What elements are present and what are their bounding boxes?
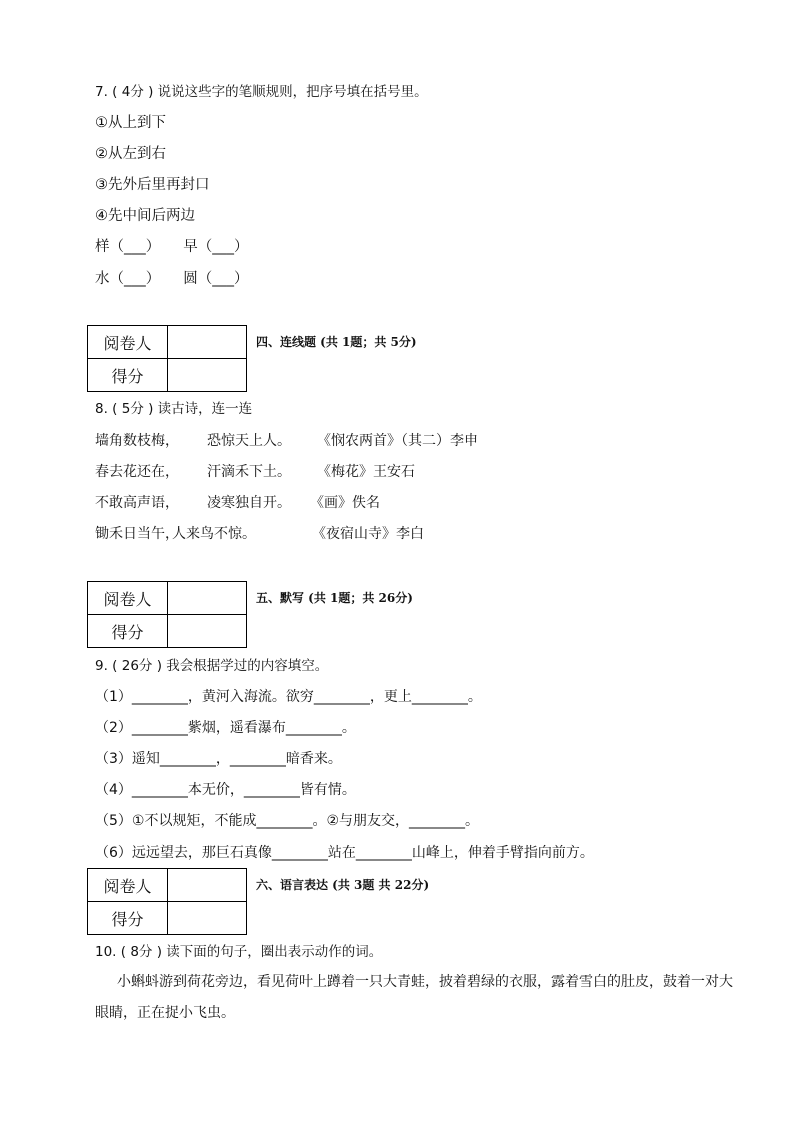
q9-line-1: （1）________，黄河入海流。欲穷________，更上________。 xyxy=(95,689,482,705)
reviewer-label: 阅卷人 xyxy=(88,326,168,359)
score-cell[interactable] xyxy=(168,615,247,648)
q7-stem: 7. ( 4分 ) 说说这些字的笔顺规则，把序号填在括号里。 xyxy=(95,84,428,100)
q10-stem: 10. ( 8分 ) 读下面的句子，圈出表示动作的词。 xyxy=(95,944,383,960)
q7-answer-row-2: 水（___） 圆（___） xyxy=(95,271,249,287)
q8-col3-line-2: 《梅花》王安石 xyxy=(317,464,415,480)
section-5-title: 五、默写 (共 1题；共 26分) xyxy=(256,591,413,605)
q9-line-4: （4）________本无价，________皆有情。 xyxy=(95,782,356,798)
grading-box-section-5 xyxy=(87,581,247,648)
q8-col2-line-1: 恐惊天上人。 xyxy=(207,433,291,449)
score-label: 得分 xyxy=(88,902,168,935)
score-label: 得分 xyxy=(88,359,168,392)
q9-line-2: （2）________紫烟，遥看瀑布________。 xyxy=(95,720,356,736)
section-6-title: 六、语言表达 (共 3题 共 22分) xyxy=(256,878,430,892)
score-label: 得分 xyxy=(88,615,168,648)
score-cell[interactable] xyxy=(168,902,247,935)
reviewer-label: 阅卷人 xyxy=(88,869,168,902)
q10-paragraph: 小蝌蚪游到荷花旁边，看见荷叶上蹲着一只大青蛙，披着碧绿的衣服，露着雪白的肚皮，鼓着一对大眼睛，正在捉小飞虫。 xyxy=(95,974,733,1021)
q7-answer-row-1: 样（___） 早（___） xyxy=(95,239,249,255)
q8-col2-line-3: 凌寒独自开。 xyxy=(207,495,291,511)
q8-col2-line-2: 汗滴禾下土。 xyxy=(207,464,291,480)
grading-box-section-6 xyxy=(87,868,247,935)
reviewer-cell[interactable] xyxy=(168,582,247,615)
q8-col3-line-1: 《悯农两首》（其二）李申 xyxy=(317,433,478,449)
grading-box-section-4 xyxy=(87,325,247,392)
q8-col1-line-1: 墙角数枝梅， xyxy=(95,433,179,449)
reviewer-cell[interactable] xyxy=(168,869,247,902)
q8-col3-line-3: 《画》佚名 xyxy=(310,495,380,511)
reviewer-label: 阅卷人 xyxy=(88,582,168,615)
q9-line-5: （5）①不以规矩，不能成________。②与朋友交，________。 xyxy=(95,813,480,829)
q8-stem: 8. ( 5分 ) 读古诗，连一连 xyxy=(95,401,253,417)
q8-col1-line-2: 春去花还在， xyxy=(95,464,179,480)
q8-col2-line-4: 人来鸟不惊。 xyxy=(172,526,256,542)
q7-option-4: ④先中间后两边 xyxy=(95,208,195,224)
q9-line-6: （6）远远望去，那巨石真像________站在________山峰上，伸着手臂指向前方。 xyxy=(95,845,594,861)
section-4-title: 四、连线题 (共 1题；共 5分) xyxy=(256,335,417,349)
q7-option-2: ②从左到右 xyxy=(95,146,166,162)
q7-option-1: ①从上到下 xyxy=(95,115,166,131)
q8-col1-line-3: 不敢高声语， xyxy=(95,495,179,511)
q9-line-3: （3）遥知________，________暗香来。 xyxy=(95,751,342,767)
q8-col3-line-4: 《夜宿山寺》李白 xyxy=(312,526,424,542)
reviewer-cell[interactable] xyxy=(168,326,247,359)
q9-stem: 9. ( 26分 ) 我会根据学过的内容填空。 xyxy=(95,658,329,674)
q7-option-3: ③先外后里再封口 xyxy=(95,177,210,193)
q8-col1-line-4: 锄禾日当午， xyxy=(95,526,179,542)
score-cell[interactable] xyxy=(168,359,247,392)
